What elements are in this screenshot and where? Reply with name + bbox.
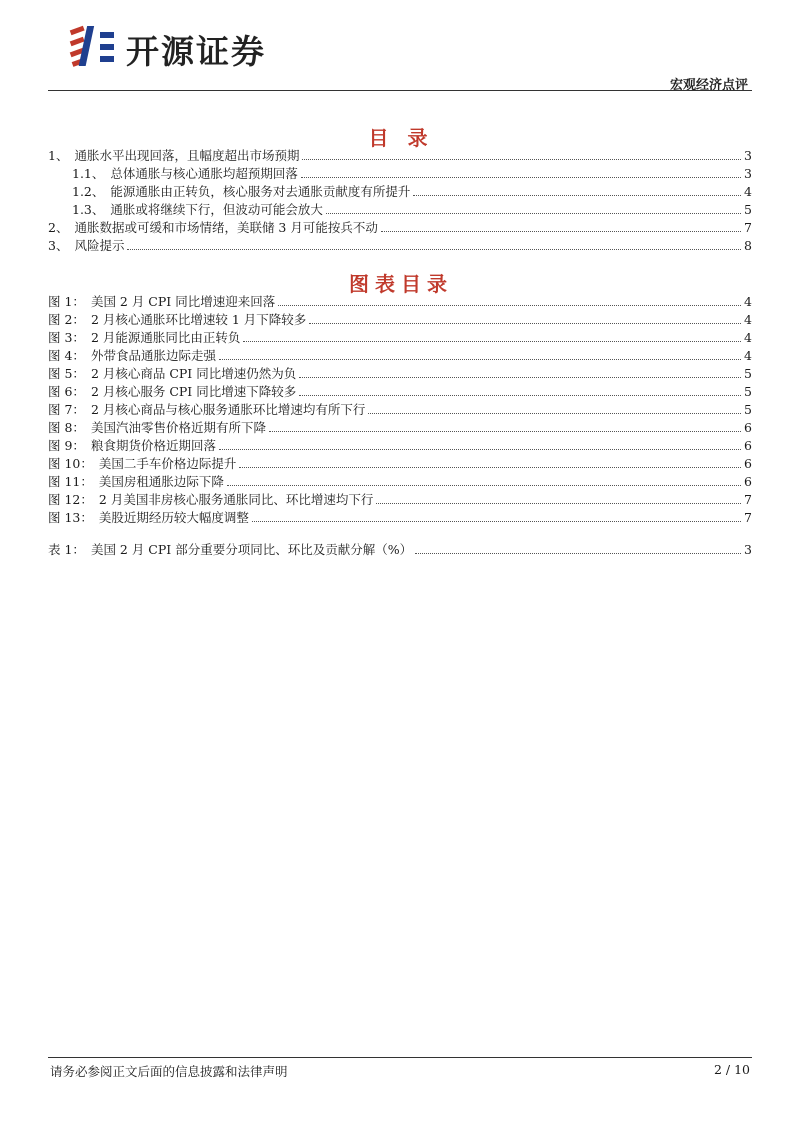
figure-item[interactable] bbox=[48, 364, 752, 382]
toc-item-page: 8 bbox=[744, 238, 752, 253]
toc-subitem[interactable] bbox=[72, 200, 752, 218]
figure-text: 美国二手车价格边际提升 bbox=[98, 456, 237, 471]
figure-text: 2 月美国非房核心服务通胀同比、环比增速均下行 bbox=[98, 492, 374, 507]
figure-text: 2 月核心商品与核心服务通胀环比增速均有所下行 bbox=[90, 402, 366, 417]
toc-item[interactable] bbox=[48, 236, 752, 254]
leader-dots bbox=[243, 341, 741, 342]
figure-page: 4 bbox=[744, 312, 752, 327]
toc-item-text: 通胀数据或可缓和市场情绪，美联储 3 月可能按兵不动 bbox=[74, 220, 378, 235]
figure-number: 图 1： bbox=[48, 294, 85, 309]
figure-item[interactable] bbox=[48, 418, 752, 436]
figure-text: 美国 2 月 CPI 同比增速迎来回落 bbox=[90, 294, 276, 309]
leader-dots bbox=[302, 159, 741, 160]
toc-item-text: 总体通胀与核心通胀均超预期回落 bbox=[110, 166, 298, 181]
figure-page: 6 bbox=[744, 420, 752, 435]
figure-item[interactable] bbox=[48, 436, 752, 454]
header-divider bbox=[48, 90, 752, 91]
figure-number: 图 3： bbox=[48, 330, 85, 345]
figure-text: 2 月核心通胀环比增速较 1 月下降较多 bbox=[90, 312, 307, 327]
figure-number: 图 8： bbox=[48, 420, 85, 435]
figure-page: 4 bbox=[744, 294, 752, 309]
figure-page: 5 bbox=[744, 402, 752, 417]
figure-page: 4 bbox=[744, 330, 752, 345]
leader-dots bbox=[252, 521, 741, 522]
figure-number: 图 10： bbox=[48, 456, 93, 471]
figure-text: 美国汽油零售价格近期有所下降 bbox=[90, 420, 266, 435]
figure-item[interactable] bbox=[48, 472, 752, 490]
report-type-label: 宏观经济点评 bbox=[669, 78, 748, 93]
toc-item-number: 2、 bbox=[48, 220, 69, 235]
figure-item[interactable] bbox=[48, 292, 752, 310]
page-number: 2 / 10 bbox=[713, 1062, 750, 1077]
table-item[interactable] bbox=[48, 540, 752, 558]
figure-text: 粮食期货价格近期回落 bbox=[90, 438, 216, 453]
leader-dots bbox=[299, 377, 741, 378]
toc-item-text: 通胀或将继续下行，但波动可能会放大 bbox=[110, 202, 323, 217]
toc-subitem[interactable] bbox=[72, 182, 752, 200]
toc-item-page: 7 bbox=[744, 220, 752, 235]
figure-text: 美股近期经历较大幅度调整 bbox=[98, 510, 249, 525]
toc-item-number: 1.2、 bbox=[72, 184, 105, 199]
leader-dots bbox=[301, 177, 741, 178]
figure-item[interactable] bbox=[48, 310, 752, 328]
figure-number: 图 7： bbox=[48, 402, 85, 417]
figure-number: 图 11： bbox=[48, 474, 93, 489]
figure-text: 外带食品通胀边际走强 bbox=[90, 348, 216, 363]
table-page: 3 bbox=[744, 542, 752, 557]
figure-item[interactable] bbox=[48, 508, 752, 526]
leader-dots bbox=[413, 195, 741, 196]
figures-title: 图表目录 bbox=[349, 272, 453, 296]
figure-page: 7 bbox=[744, 510, 752, 525]
figure-page: 6 bbox=[744, 474, 752, 489]
toc-item-number: 1.1、 bbox=[72, 166, 105, 181]
toc-item-page: 4 bbox=[744, 184, 752, 199]
leader-dots bbox=[309, 323, 741, 324]
figure-text: 2 月能源通胀同比由正转负 bbox=[90, 330, 241, 345]
figure-number: 图 2： bbox=[48, 312, 85, 327]
figure-number: 图 13： bbox=[48, 510, 93, 525]
leader-dots bbox=[381, 231, 741, 232]
figure-text: 美国房租通胀边际下降 bbox=[98, 474, 224, 489]
toc-item-page: 3 bbox=[744, 166, 752, 181]
figure-text: 2 月核心服务 CPI 同比增速下降较多 bbox=[90, 384, 297, 399]
leader-dots bbox=[269, 431, 741, 432]
footer-disclaimer: 请务必参阅正文后面的信息披露和法律声明 bbox=[50, 1064, 288, 1079]
toc-item-text: 通胀水平出现回落，且幅度超出市场预期 bbox=[74, 148, 300, 163]
leader-dots bbox=[415, 553, 741, 554]
figure-text: 2 月核心商品 CPI 同比增速仍然为负 bbox=[90, 366, 297, 381]
toc-subitem[interactable] bbox=[72, 164, 752, 182]
figure-item[interactable] bbox=[48, 490, 752, 508]
figure-number: 图 9： bbox=[48, 438, 85, 453]
figure-number: 图 4： bbox=[48, 348, 85, 363]
logo-text: 开源证券 bbox=[126, 32, 266, 71]
leader-dots bbox=[326, 213, 741, 214]
company-logo bbox=[68, 20, 318, 72]
toc-item-text: 风险提示 bbox=[74, 238, 125, 253]
figure-page: 5 bbox=[744, 384, 752, 399]
leader-dots bbox=[127, 249, 741, 250]
table-number: 表 1： bbox=[48, 542, 85, 557]
leader-dots bbox=[219, 449, 741, 450]
toc-item-number: 1.3、 bbox=[72, 202, 105, 217]
figure-page: 5 bbox=[744, 366, 752, 381]
leader-dots bbox=[299, 395, 741, 396]
figure-number: 图 6： bbox=[48, 384, 85, 399]
figure-item[interactable] bbox=[48, 454, 752, 472]
figure-page: 7 bbox=[744, 492, 752, 507]
leader-dots bbox=[278, 305, 741, 306]
figure-page: 6 bbox=[744, 438, 752, 453]
figure-number: 图 5： bbox=[48, 366, 85, 381]
toc-item-number: 3、 bbox=[48, 238, 69, 253]
toc-item-page: 5 bbox=[744, 202, 752, 217]
figure-item[interactable] bbox=[48, 328, 752, 346]
toc-item[interactable] bbox=[48, 146, 752, 164]
leader-dots bbox=[239, 467, 741, 468]
footer-divider bbox=[48, 1057, 752, 1058]
figure-page: 4 bbox=[744, 348, 752, 363]
leader-dots bbox=[227, 485, 741, 486]
toc-item-page: 3 bbox=[744, 148, 752, 163]
toc-item-text: 能源通胀由正转负，核心服务对去通胀贡献度有所提升 bbox=[110, 184, 411, 199]
leader-dots bbox=[376, 503, 741, 504]
figure-number: 图 12： bbox=[48, 492, 93, 507]
toc-item-number: 1、 bbox=[48, 148, 69, 163]
figure-item[interactable] bbox=[48, 382, 752, 400]
toc-item[interactable] bbox=[48, 218, 752, 236]
kaiyuan-logo-icon bbox=[68, 22, 118, 70]
figure-item[interactable] bbox=[48, 400, 752, 418]
figure-page: 6 bbox=[744, 456, 752, 471]
toc-title: 目 录 bbox=[368, 126, 434, 150]
table-text: 美国 2 月 CPI 部分重要分项同比、环比及贡献分解（%） bbox=[90, 542, 413, 557]
leader-dots bbox=[368, 413, 741, 414]
leader-dots bbox=[219, 359, 741, 360]
figure-item[interactable] bbox=[48, 346, 752, 364]
